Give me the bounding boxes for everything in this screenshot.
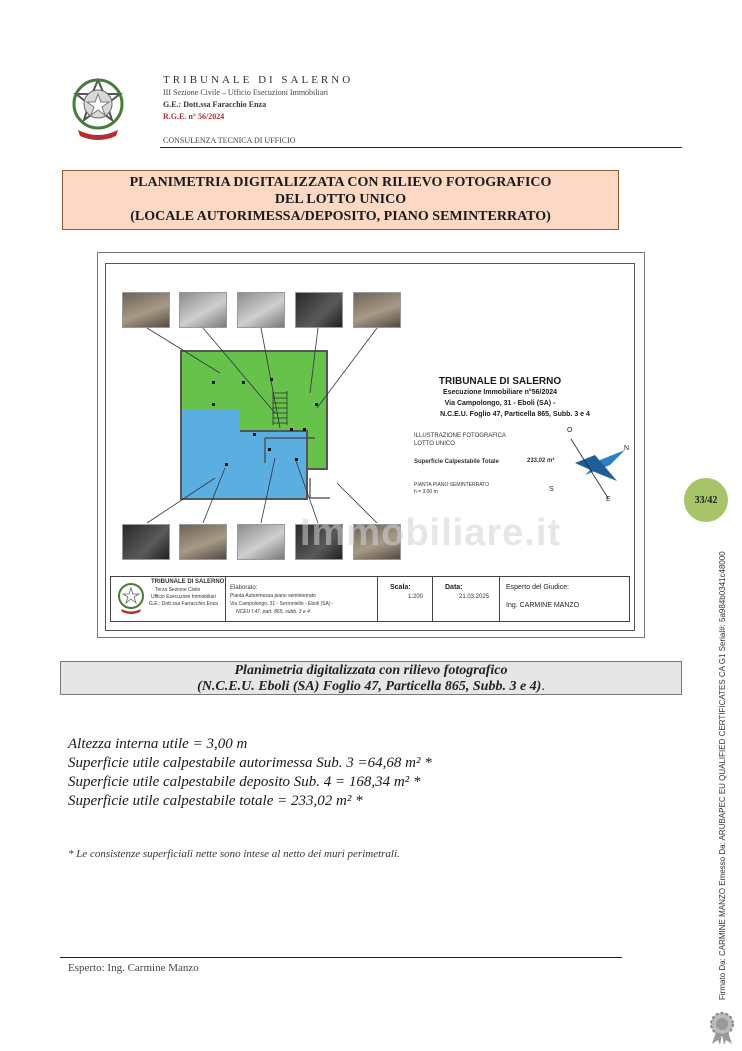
tb-elaborato-1: Pianta Autorimessa piano seminterrato <box>230 593 316 599</box>
court-title: TRIBUNALE DI SALERNO <box>163 74 354 86</box>
section-title-line1: PLANIMETRIA DIGITALIZZATA CON RILIEVO FOTOGRAFICO <box>129 175 552 190</box>
title-block-elaborato-cell <box>226 577 378 621</box>
compass-s-label: S <box>549 486 554 493</box>
plan-floor-label: PIANTA PIANO SEMINTERRATO <box>414 482 490 488</box>
measure-total: Superficie utile calpestabile totale = 233,02 m² * <box>68 793 363 809</box>
footer-divider <box>60 957 622 958</box>
plan-court-title: TRIBUNALE DI SALERNO <box>438 376 562 387</box>
title-block-scale-cell <box>378 577 433 621</box>
tb-elaborato-label: Elaborato: <box>230 585 258 591</box>
tb-date-label: Data: <box>445 584 463 591</box>
tb-scale-label: Scala: <box>390 584 411 591</box>
tb-date-value: 21.03.2025 <box>459 594 490 600</box>
small-emblem-icon <box>115 581 147 620</box>
tb-expert-label: Esperto del Giudice: <box>506 584 570 591</box>
compass-n-label: N <box>624 445 630 452</box>
plan-floor-height: h = 3,00 m <box>414 489 438 495</box>
footer-expert: Esperto: Ing. Carmine Manzo <box>68 962 199 974</box>
title-block-date-cell <box>433 577 500 621</box>
measure-height: Altezza interna utile = 3,00 m <box>68 736 248 752</box>
tb-elaborato-3: NCEU f.47, part. 865, subb. 3 e 4 <box>236 609 310 615</box>
section-title-line3: (LOCALE AUTORIMESSA/DEPOSITO, PIANO SEMINTERRATO) <box>130 209 551 224</box>
header-divider <box>160 147 682 148</box>
case-number: R.G.E. n° 56/2024 <box>163 112 225 121</box>
watermark: Immobiliare.it <box>300 512 562 554</box>
section-title-box <box>62 170 619 230</box>
tb-court: TRIBUNALE DI SALERNO <box>151 579 225 585</box>
figure-caption <box>60 661 682 695</box>
plan-address: Via Campolongo, 31 - Eboli (SA) - <box>444 400 556 407</box>
tb-court-sub2: Ufficio Esecuzioni Immobiliari <box>151 594 216 600</box>
caption-line1: Planimetria digitalizzata con rilievo fotografico <box>234 663 508 678</box>
republic-emblem-icon <box>66 74 130 142</box>
digital-signature-text: Firmato Da: CARMINE MANZO Emesso Da: ARUBAPEC EU QUALIFIED CERTIFICATES CA G1 Serial#: 5a984b0341c48000 <box>718 551 727 1000</box>
measure-deposito: Superficie utile calpestabile deposito Sub. 4 = 168,34 m² * <box>68 774 421 790</box>
footnote: * Le consistenze superficiali nette sono intese al netto dei muri perimetrali. <box>68 848 400 860</box>
tb-court-sub3: G.E.: Dott.ssa Farracchio Enza <box>149 601 218 607</box>
compass-e-label: E <box>606 496 611 503</box>
plan-ncue: N.C.E.U. Foglio 47, Particella 865, Subb. 3 e 4 <box>440 411 590 418</box>
photo-thumbnail <box>237 524 285 560</box>
title-block-expert-cell <box>500 577 629 621</box>
signature-seal-icon <box>706 1010 738 1046</box>
tb-court-sub1: Terza Sezione Civile <box>155 587 201 593</box>
tb-expert-name: Ing. CARMINE MANZO <box>506 602 580 609</box>
tb-scale-value: 1:200 <box>408 594 424 600</box>
plan-surface-value: 233,02 m² <box>527 458 555 464</box>
measure-autorimessa: Superficie utile calpestabile autorimessa Sub. 3 =64,68 m² * <box>68 755 432 771</box>
plan-illus-line1: ILLUSTRAZIONE FOTOGRAFICA <box>414 433 506 439</box>
plan-execution: Esecuzione Immobiliare n°56/2024 <box>442 389 558 396</box>
court-section: III Sezione Civile – Ufficio Esecuzioni Immobiliari <box>163 88 329 97</box>
photo-thumbnail <box>122 524 170 560</box>
plan-surface-label: Superficie Calpestabile Totale <box>414 459 499 465</box>
caption-line2: (N.C.E.U. Eboli (SA) Foglio 47, Particella 865, Subb. 3 e 4). <box>197 679 545 694</box>
section-title-line2: DEL LOTTO UNICO <box>274 192 407 207</box>
tb-elaborato-2: Via Campolongo, 31 - Serroniello - Eboli (SA) - <box>230 601 334 607</box>
title-block-court-cell <box>111 577 226 621</box>
compass-o-label: O <box>567 427 573 434</box>
photo-thumbnail <box>179 524 227 560</box>
plan-illus-line2: LOTTO UNICO <box>414 441 455 447</box>
ctu-label: CONSULENZA TECNICA DI UFFICIO <box>163 136 296 145</box>
judge-name: G.E.: Dott.ssa Faracchio Enza <box>163 100 267 109</box>
page-number-badge: 33/42 <box>684 478 728 522</box>
